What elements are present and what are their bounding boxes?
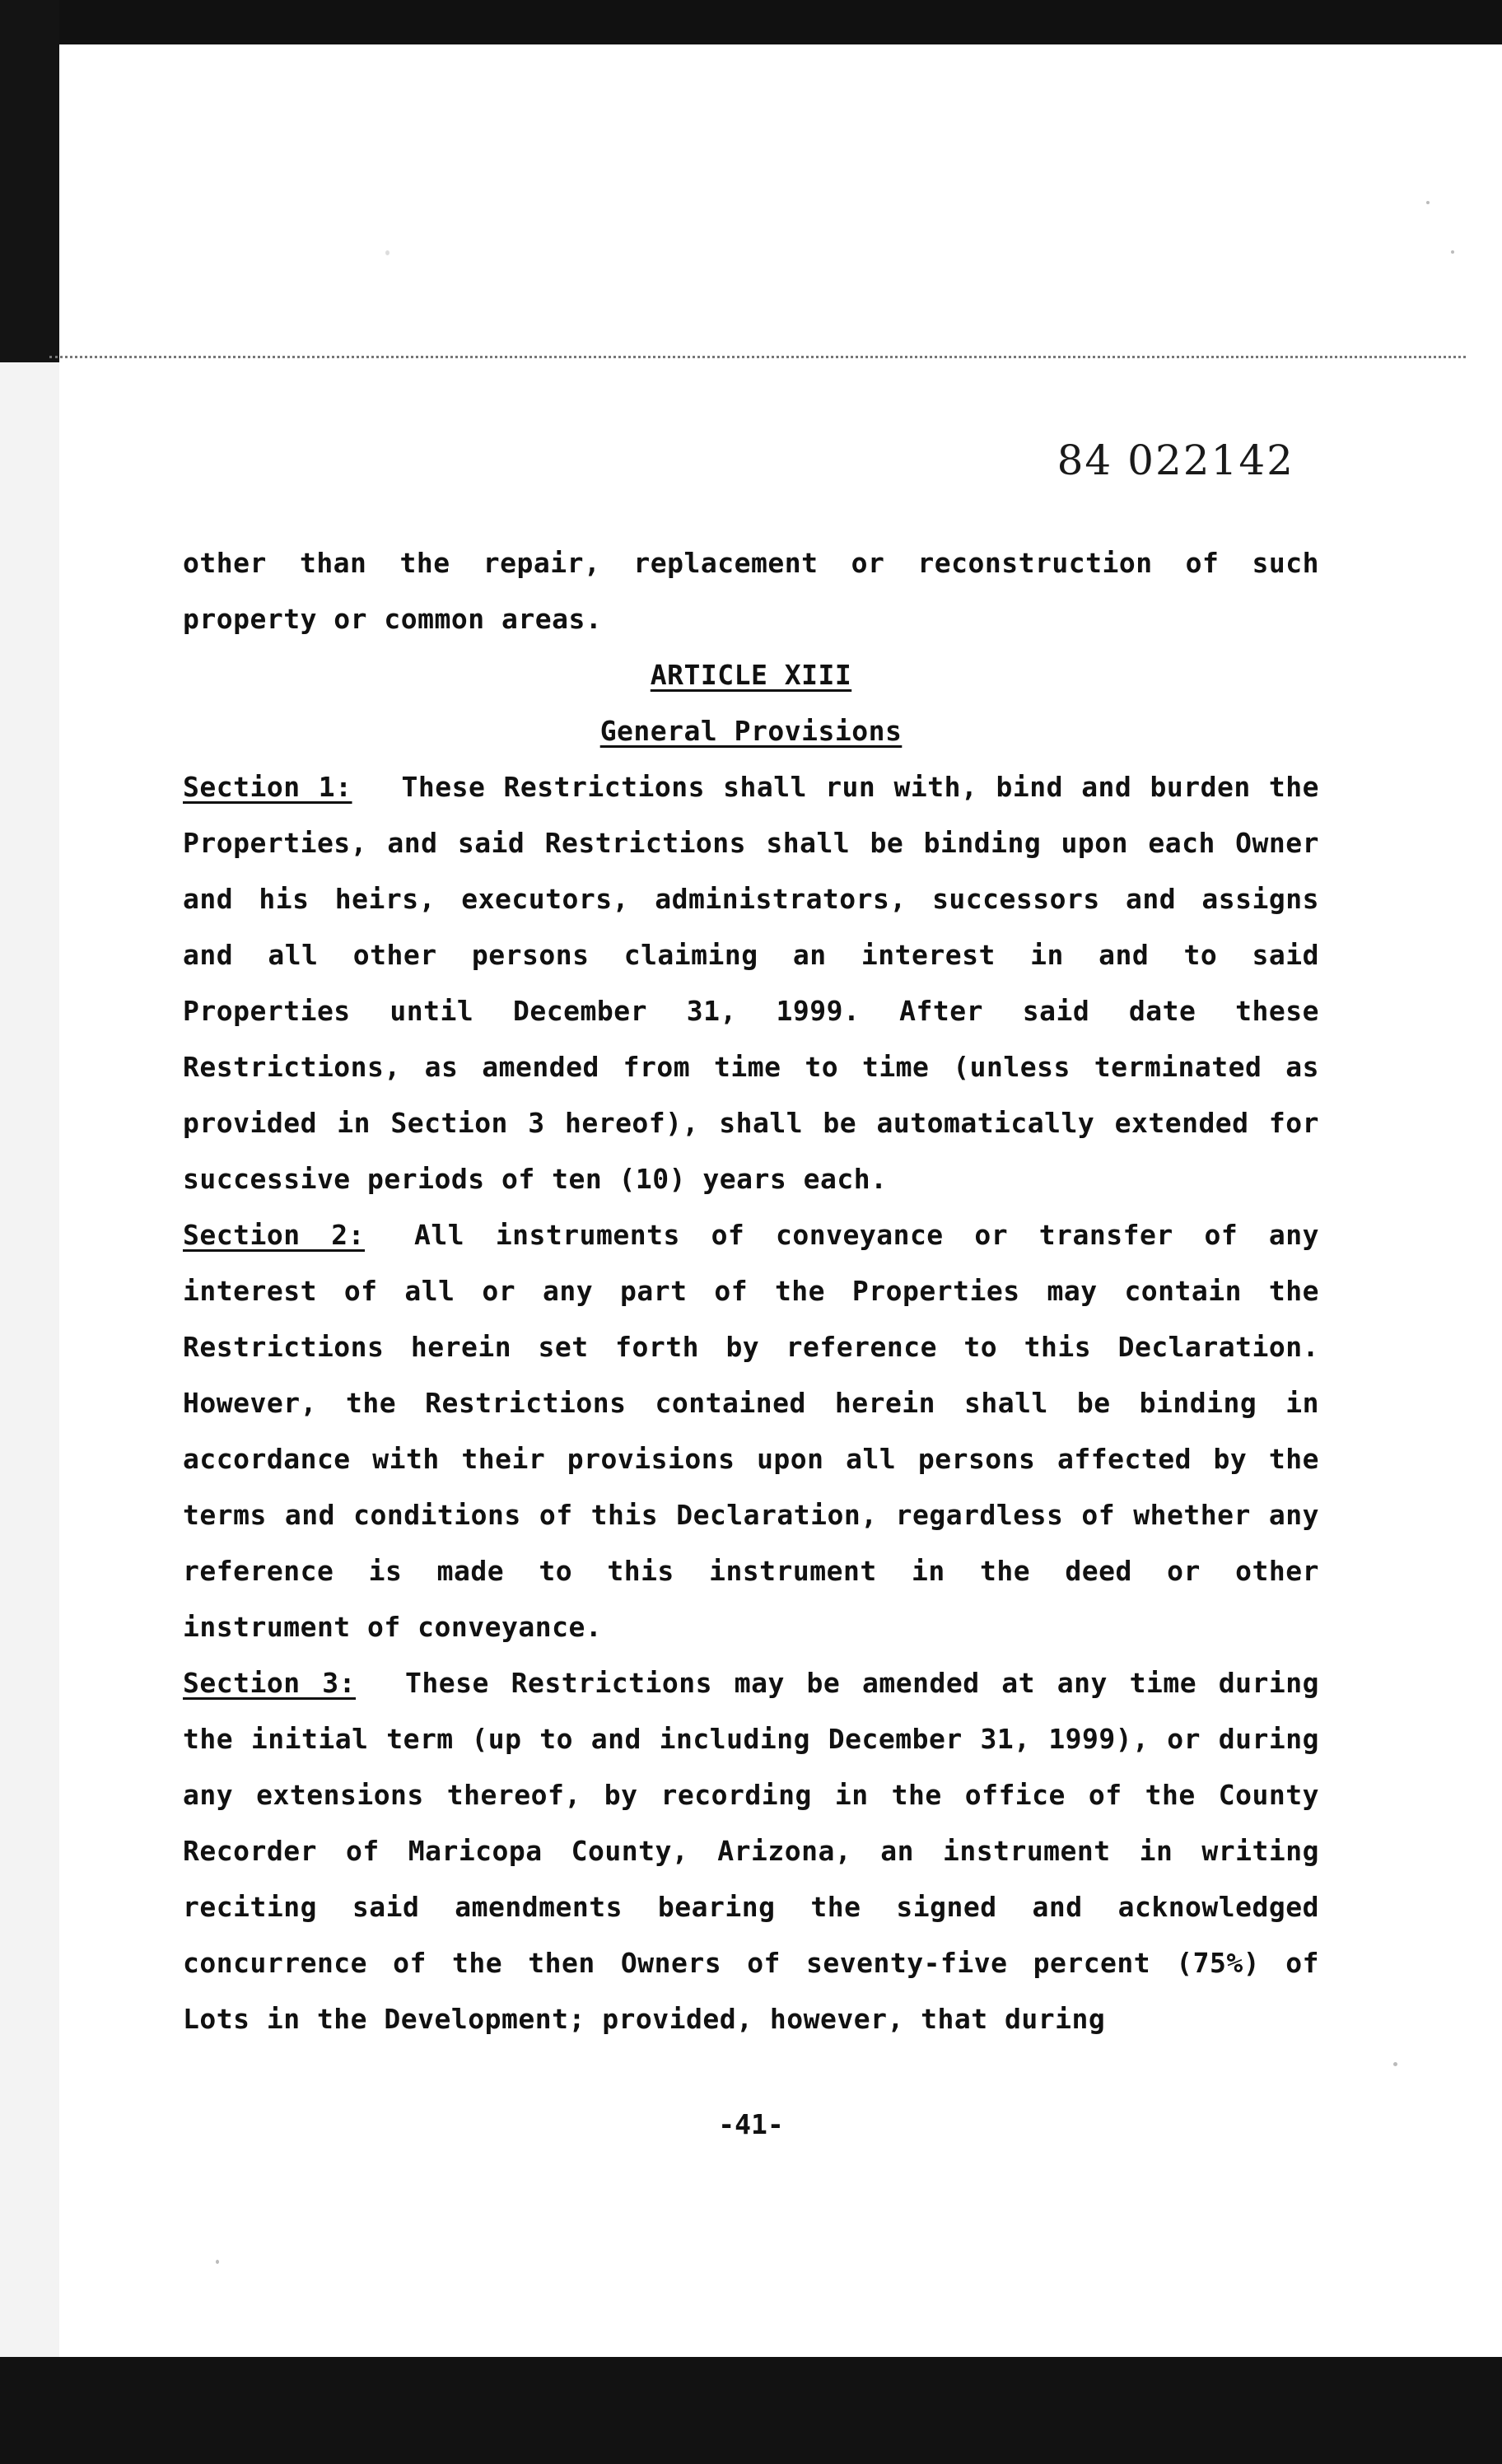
article-subheading: General Provisions	[599, 715, 903, 747]
section-2-label: Section 2:	[183, 1219, 366, 1251]
scan-speck	[385, 250, 389, 255]
section-1-paragraph	[183, 759, 1319, 1207]
section-2-text: All instruments of conveyance or transfer of any interest of all or any part of the Properties may contain the Restrictions herein set forth by reference to this Declaration. However, the Restrictions contained herein shall be binding in accordance with their provisions upon all persons affected by the terms and conditions of this Declaration, regardless of whether any reference is made to this instrument in the deed or other instrument of conveyance.	[183, 1219, 1319, 1643]
scan-speck	[1426, 201, 1430, 204]
article-subheading-line	[183, 703, 1319, 759]
section-3-paragraph	[183, 1655, 1319, 2047]
document-number: 84 022142	[1057, 436, 1294, 484]
section-1-label: Section 1:	[183, 771, 352, 803]
intro-paragraph: other than the repair, replacement or reconstruction of such property or common areas.	[183, 547, 1319, 635]
section-2-paragraph	[183, 1207, 1319, 1655]
article-heading-line	[183, 647, 1319, 703]
section-3-label: Section 3:	[183, 1667, 357, 1699]
section-3-text: These Restrictions may be amended at any time during the initial term (up to and including December 31, 1999), or during any extensions thereof, by recording in the office of the County Recorder of Maricopa County, Arizona, an instrument in writing reciting said amendments bearing the signed and acknowledged concurrence of the then Owners of seventy-five percent (75%) of Lots in the Development; provided, however, that during	[183, 1667, 1319, 2035]
scan-speck	[1451, 250, 1454, 254]
scan-border-left	[0, 0, 59, 362]
document-body	[183, 535, 1319, 2047]
scan-speck	[216, 2260, 219, 2264]
article-heading: ARTICLE XIII	[650, 659, 852, 691]
scan-speck	[1393, 2062, 1397, 2066]
section-1-text: These Restrictions shall run with, bind and burden the Properties, and said Restrictions shall be binding upon each Owner and his heirs, executors, administrators, successors and assigns and all other persons claiming an interest in and to said Properties until December 31, 1999. After said date these Restrictions, as amended from time to time (unless terminated as provided in Section 3 hereof), shall be automatically extended for successive periods of ten (10) years each.	[183, 771, 1319, 1195]
scan-border-bottom	[0, 2357, 1502, 2464]
page-number: -41-	[718, 2108, 784, 2140]
scan-dotted-line	[49, 356, 1466, 358]
